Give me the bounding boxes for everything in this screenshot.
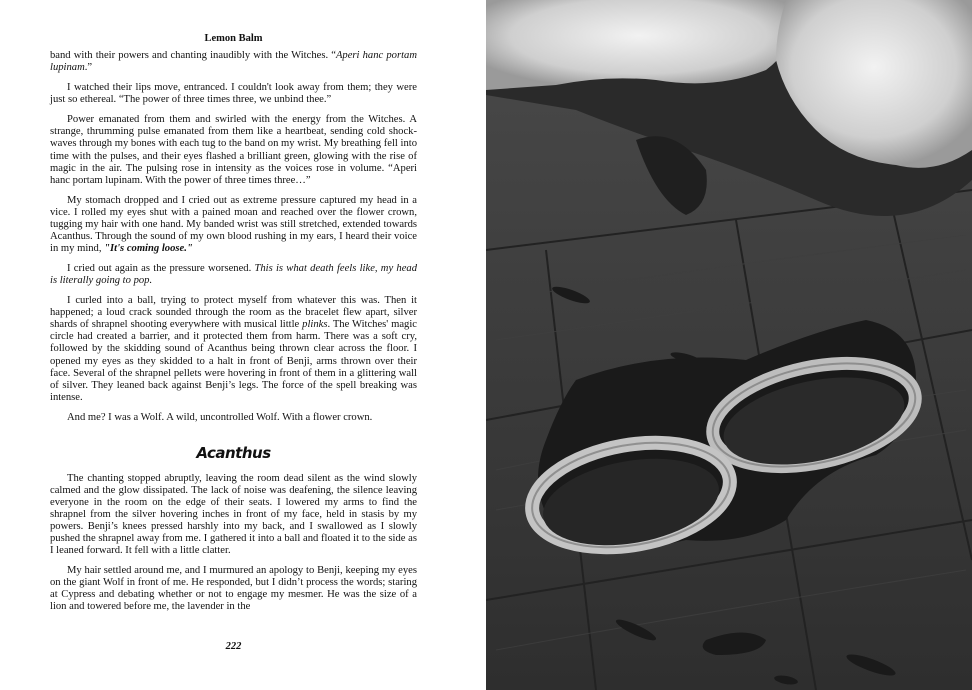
italic-text: Aperi hanc portam lupinam [50, 50, 417, 74]
text-run: I cried out again as the pressure worsened. [67, 263, 255, 275]
text-run: .” [84, 62, 93, 74]
paragraph: I watched their lips move, entranced. I couldn't look away from them; they were just so ethereal. “The power of three times three, we unbind thee.” [50, 82, 417, 106]
paragraph [50, 50, 417, 74]
italic-text: This is what death feels like, my head is literally going to pop. [50, 263, 417, 287]
rings-illustration [486, 0, 972, 690]
paragraph: The chanting stopped abruptly, leaving the room dead silent as the wind slowly calmed and the glow dissipated. The lack of noise was deafening, the silence leaving everyone in the room on the edge of their seats. I lowered my arms to find the shrapnel from the silver hovering inches in front of my face, held in stasis by my powers. Benji’s knees pressed harshly into my back, and I swallowed as I slowly pushed the shrapnel away from me. I gathered it into a ball and floated it to the side as I leaned forward. It fell with a little clatter. [50, 472, 417, 557]
text-run: I curled into a ball, trying to protect myself from whatever this was. Then it happened; a loud crack sounded through the room as the bracelet flew apart, silver shards of shrapnel shooting everywhere with musical little [50, 295, 417, 331]
italic-text: plinks [302, 319, 328, 331]
paragraph [50, 263, 417, 287]
wolf-fur-left [486, 0, 793, 90]
page-body [50, 50, 417, 622]
paragraph: And me? I was a Wolf. A wild, uncontrolled Wolf. With a flower crown. [67, 411, 373, 423]
paragraph [50, 295, 417, 403]
page-number: 222 [225, 641, 242, 652]
paragraph: Power emanated from them and swirled with the energy from the Witches. A strange, thrumming pulse emanated from them like a heartbeat, sending cold shock-waves through my bones with each tug to the band on my wrist. My breathing fell into time with the pulses, and their eyes flashed a brilliant green, glowing with the rise of magic in the air. The pulsing rose in intensity as the voices rose in volume. “Aperi hanc portam lupinam. With the power of three times three…” [50, 114, 417, 186]
paragraph [50, 195, 417, 255]
bold-italic-text: "It's coming loose." [104, 242, 193, 254]
text-run: band with their powers and chanting inaudibly with the Witches. “ [50, 50, 336, 61]
illustration-page [486, 0, 972, 690]
text-run: My stomach dropped and I cried out as extreme pressure captured my head in a vice. I rolled my eyes shut with a pained moan and reached over the flower crown, tugging my hair with one hand. My banded wrist was still stretched, extended towards Acanthus. Through the sound of my own blood rushing in my ears, I heard their voice in my mind, [50, 194, 417, 254]
chapter-title: Acanthus [196, 443, 271, 462]
paragraph: My hair settled around me, and I murmured an apology to Benji, keeping my eyes on the giant Wolf in front of me. He responded, but I didn’t process the words; staring at Cypress and debating whether or not to engage my mesmer. He was the size of a lion and towered before me, the lavender in the [50, 565, 417, 613]
running-head: Lemon Balm [204, 33, 263, 44]
text-run: . The Witches' magic circle had created a barrier, and it protected them from harm. There was a soft cry, followed by the skidding sound of Acanthus being thrown clear across the floor. I opened my eyes as they skidded to a halt in front of Benji, arms thrown over their face. Several of the shrapnel pellets were hovering in front of them in a glittering wall of silver. They leaned back against Benji’s legs. The force of the spell breaking was intense. [50, 319, 417, 403]
